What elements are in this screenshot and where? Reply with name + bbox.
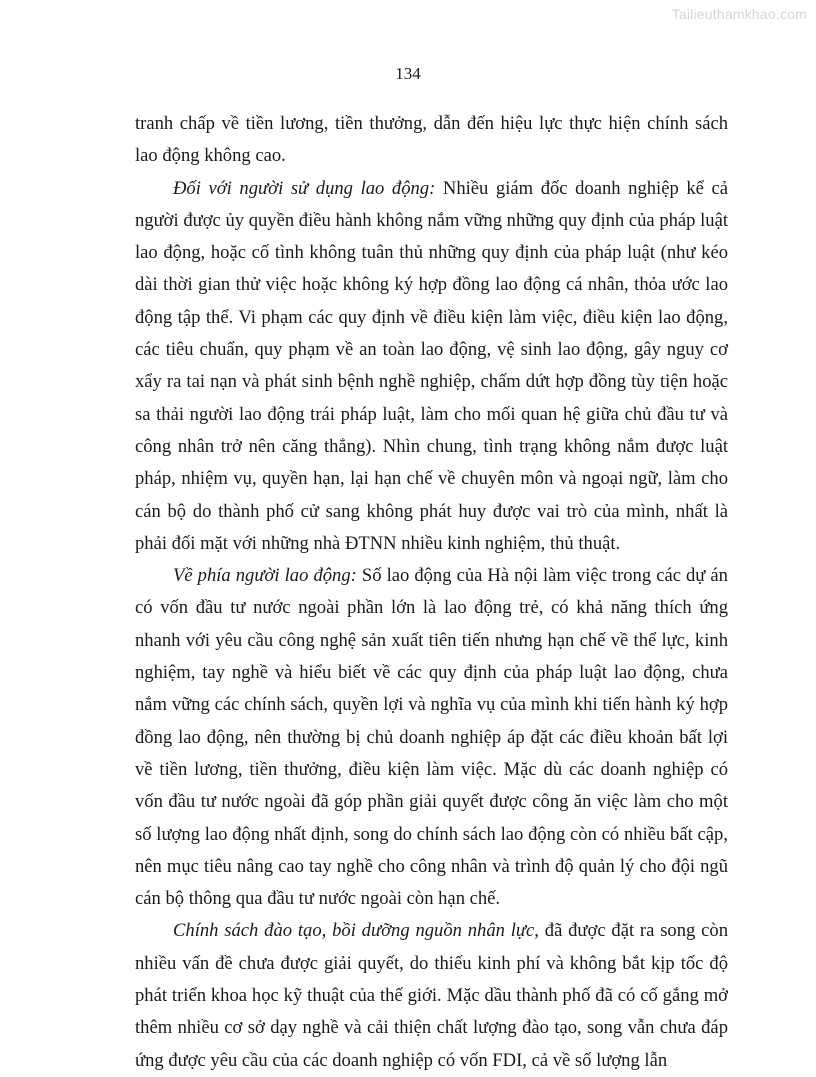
paragraph-continuation [135, 108, 728, 173]
page-number: 134 [395, 64, 421, 83]
watermark-text: Tailieuthamkhao.com [671, 6, 807, 22]
paragraph-text: đã được đặt ra song còn nhiều vấn đề chưa được giải quyết, do thiếu kinh phí và không bắt kịp tốc độ phát triển khoa học kỹ thuật của thế giới. Mặc dầu thành phố đã có cố gắng mở thêm nhiều cơ sở dạy nghề và cải thiện chất lượng đào tạo, song vẫn chưa đáp ứng được yêu cầu của các doanh nghiệp có vốn FDI, cả về số lượng lẫn [135, 920, 728, 1071]
paragraph-employers [135, 173, 728, 561]
paragraph-lead: Về phía người lao động: [173, 565, 357, 587]
paragraph-text: tranh chấp về tiền lương, tiền thưởng, dẫn đến hiệu lực thực hiện chính sách lao động không cao. [135, 113, 728, 167]
paragraph-text: Nhiều giám đốc doanh nghiệp kể cả người được ủy quyền điều hành không nắm vững những quy định của pháp luật lao động, hoặc cố tình không tuân thủ những quy định của pháp luật (như kéo dài thời gian thử việc hoặc không ký hợp đồng lao động cá nhân, thỏa ước lao động tập thể. Vi phạm các quy định về điều kiện làm việc, điều kiện lao động, các tiêu chuẩn, quy phạm về an toàn lao động, vệ sinh lao động, gây nguy cơ xẩy ra tai nạn và phát sinh bệnh nghề nghiệp, chấm dứt hợp đồng tùy tiện hoặc sa thải người lao động trái pháp luật, làm cho mối quan hệ giữa chủ đầu tư và công nhân trở nên căng thẳng). Nhìn chung, tình trạng không nắm được luật pháp, nhiệm vụ, quyền hạn, lại hạn chế về chuyên môn và ngoại ngữ, làm cho cán bộ do thành phố cử sang không phát huy được vai trò của mình, nhất là phải đối mặt với những nhà ĐTNN nhiều kinh nghiệm, thủ thuật. [135, 177, 729, 554]
paragraph-text: Số lao động của Hà nội làm việc trong các dự án có vốn đầu tư nước ngoài phần lớn là lao động trẻ, có khả năng thích ứng nhanh với yêu cầu công nghệ sản xuất tiên tiến nhưng hạn chế về thể lực, kinh nghiệm, tay nghề và hiểu biết về các quy định của pháp luật lao động, chưa nắm vững các chính sách, quyền lợi và nghĩa vụ của mình khi tiến hành ký hợp đồng lao động, nên thường bị chủ doanh nghiệp áp đặt các điều khoản bất lợi về tiền lương, tiền thưởng, điều kiện làm việc. Mặc dù các doanh nghiệp có vốn đầu tư nước ngoài đã góp phần giải quyết được công ăn việc làm cho một số lượng lao động nhất định, song do chính sách lao động còn có nhiều bất cập, nên mục tiêu nâng cao tay nghề cho công nhân và trình độ quản lý cho đội ngũ cán bộ thông qua đầu tư nước ngoài còn hạn chế. [135, 565, 728, 910]
document-body [135, 108, 728, 1077]
paragraph-training-policy [135, 915, 728, 1076]
paragraph-workers [135, 560, 728, 915]
paragraph-lead: Đối với người sử dụng lao động: [173, 177, 436, 199]
paragraph-lead: Chính sách đào tạo, bồi dưỡng nguồn nhân lực, [173, 920, 539, 942]
